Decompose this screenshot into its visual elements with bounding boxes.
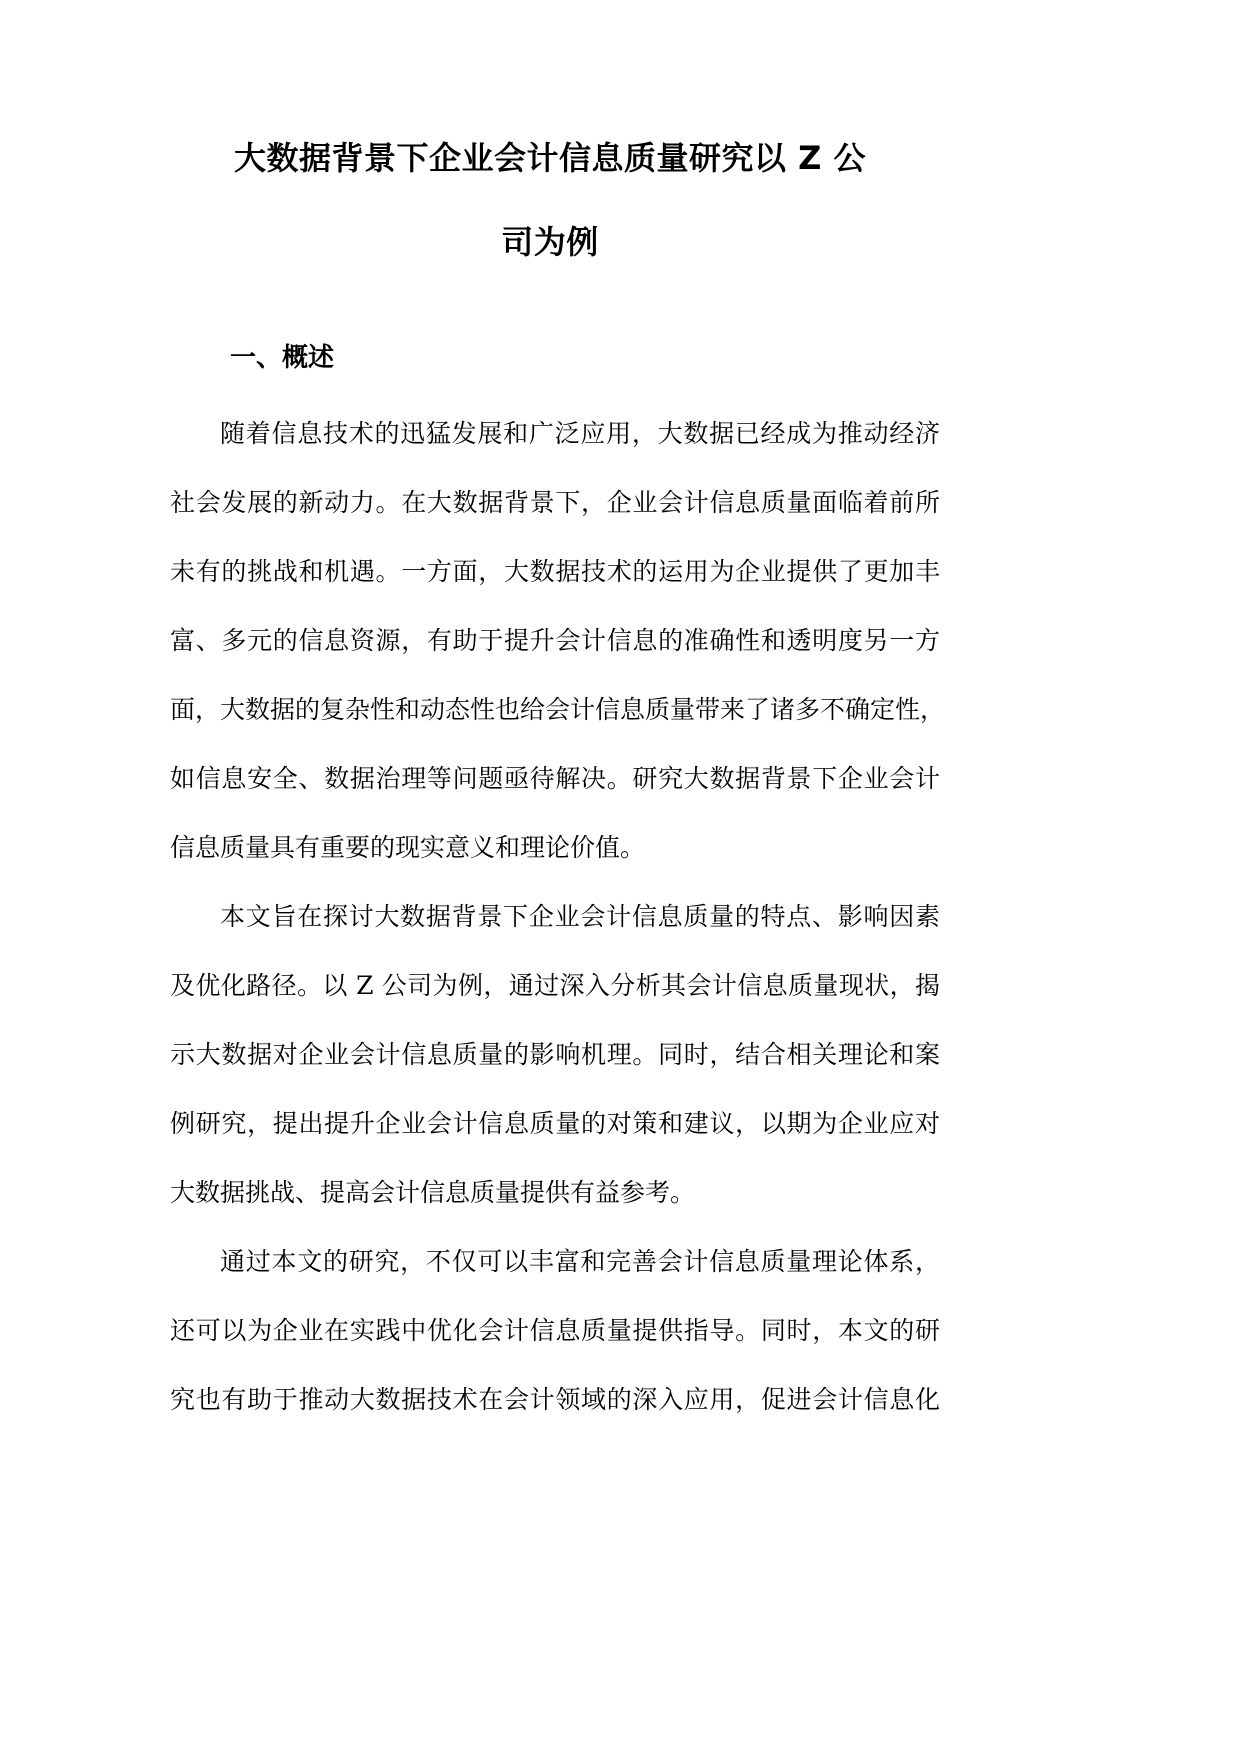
paragraph-line: 大数据挑战、提高会计信息质量提供有益参考。 [170,1178,696,1207]
paragraph-line: 本文旨在探讨大数据背景下企业会计信息质量的特点、影响因素 [220,902,940,931]
paragraph-line: 如信息安全、数据治理等问题亟待解决。研究大数据背景下企业会计 [170,764,940,793]
paragraph-line: 未有的挑战和机遇。一方面，大数据技术的运用为企业提供了更加丰 [170,557,940,586]
paragraph-line: 富、多元的信息资源，有助于提升会计信息的准确性和透明度另一方 [170,626,940,655]
document-title-line-2: 司为例 [501,223,599,261]
paragraph-line: 示大数据对企业会计信息质量的影响机理。同时，结合相关理论和案 [170,1040,940,1069]
section-heading: 一、概述 [230,343,335,373]
paragraph-line: 社会发展的新动力。在大数据背景下，企业会计信息质量面临着前所 [170,488,940,517]
paragraph-line: 通过本文的研究，不仅可以丰富和完善会计信息质量理论体系， [220,1247,940,1276]
paragraph-line: 及优化路径。以 Z 公司为例，通过深入分析其会计信息质量现状，揭 [170,971,940,1000]
paragraph-line: 究也有助于推动大数据技术在会计领域的深入应用，促进会计信息化 [170,1385,940,1414]
paragraph-line: 面，大数据的复杂性和动态性也给会计信息质量带来了诸多不确定性， [170,695,946,724]
paragraph-line: 信息质量具有重要的现实意义和理论价值。 [170,833,646,862]
paragraph-line: 例研究，提出提升企业会计信息质量的对策和建议，以期为企业应对 [170,1109,940,1138]
paragraph-line: 还可以为企业在实践中优化会计信息质量提供指导。同时，本文的研 [170,1316,940,1345]
document-title-line-1: 大数据背景下企业会计信息质量研究以 Z 公 [234,139,866,177]
paragraph-line: 随着信息技术的迅猛发展和广泛应用，大数据已经成为推动经济 [220,419,940,448]
